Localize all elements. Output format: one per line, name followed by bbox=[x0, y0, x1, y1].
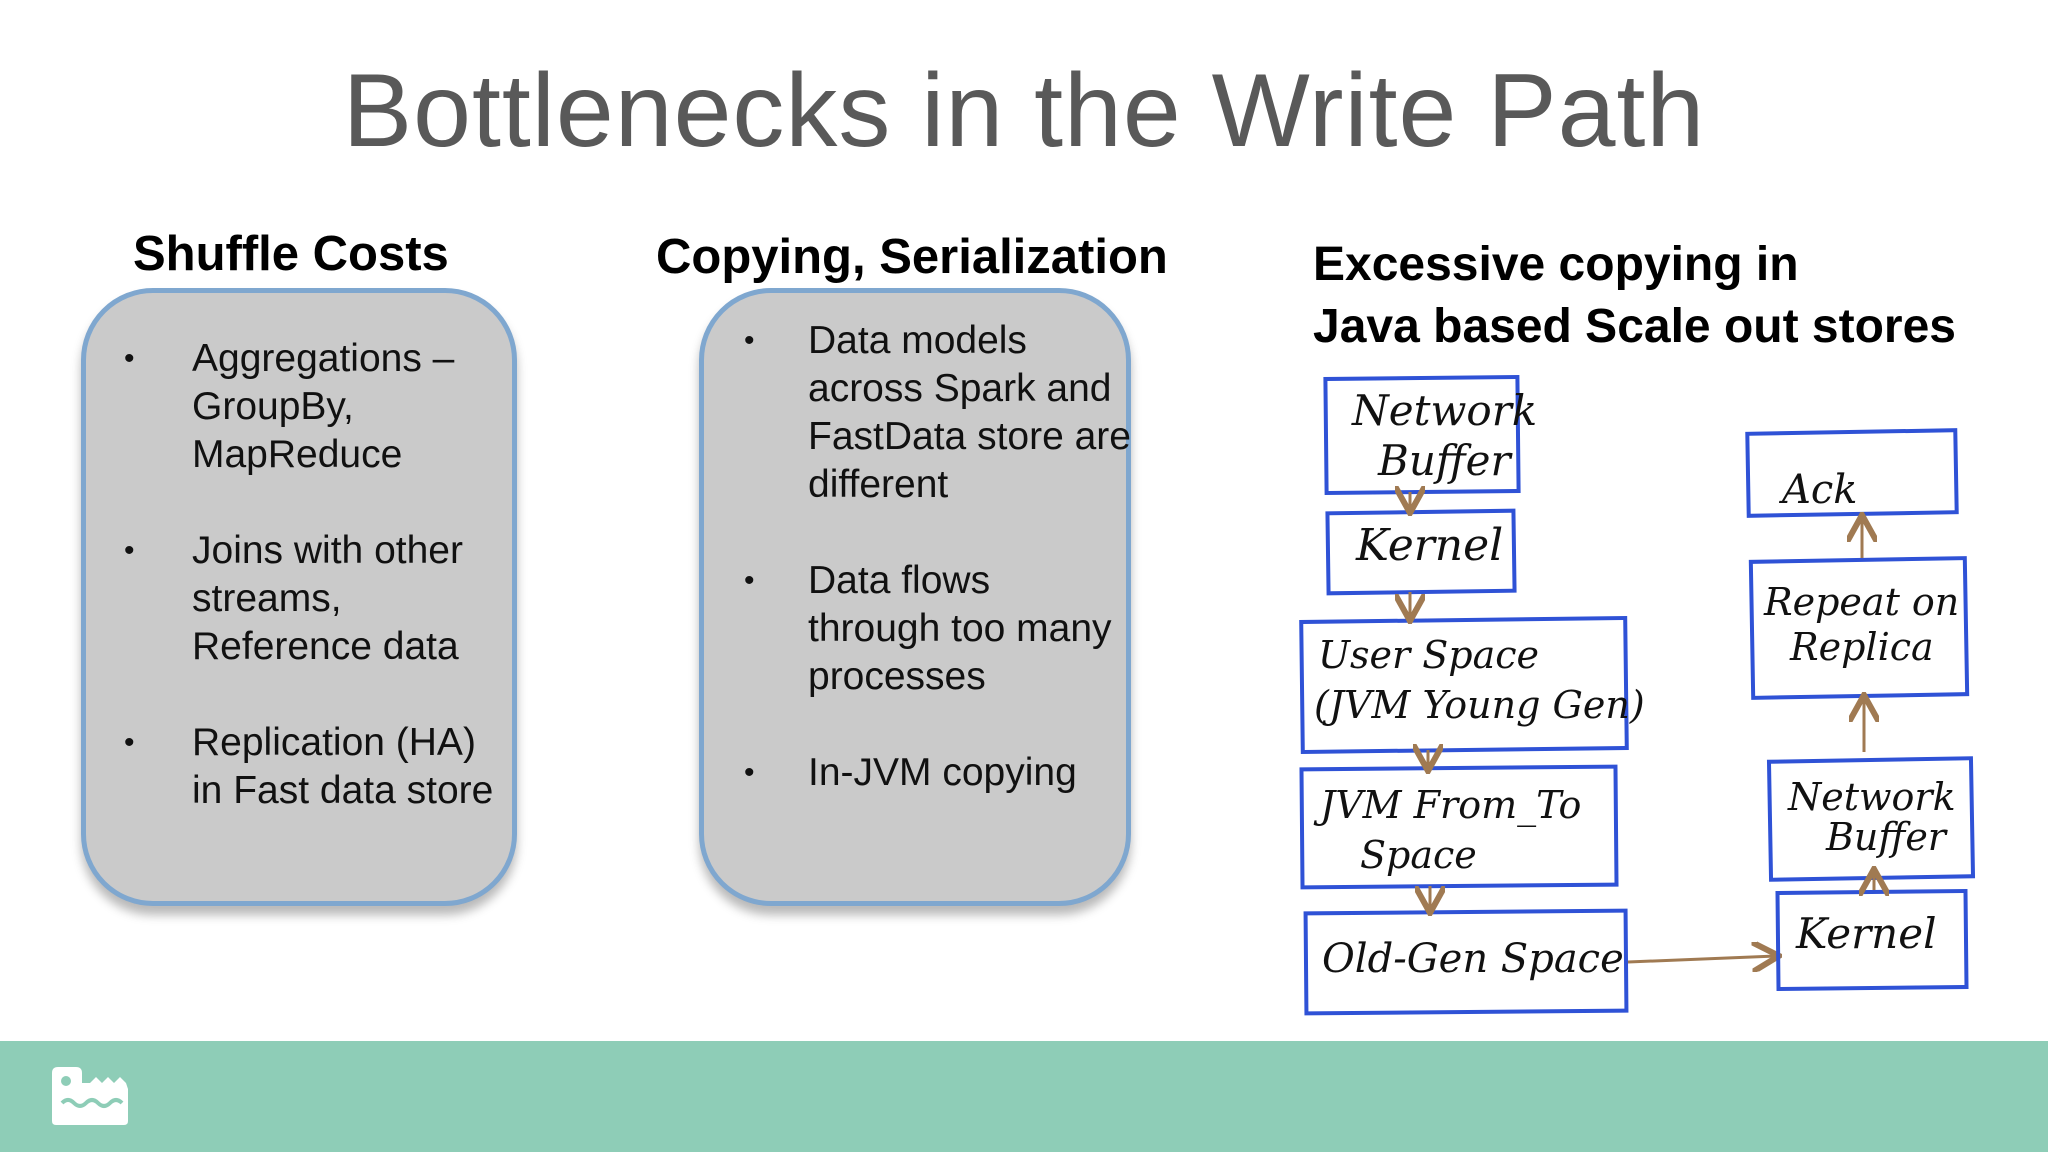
network-buffer-node-right bbox=[1769, 758, 1973, 880]
from-to-space-node bbox=[1301, 767, 1616, 888]
bullet-icon: • bbox=[744, 324, 755, 357]
kernel-node-right bbox=[1778, 891, 1967, 989]
user-space-line1: User Space bbox=[1318, 633, 1540, 677]
from-to-line2: Space bbox=[1360, 833, 1477, 877]
bullet-icon: • bbox=[124, 342, 135, 375]
heading-line: Excessive copying in bbox=[1313, 238, 1799, 291]
from-to-line1: JVM From_To bbox=[1320, 783, 1582, 827]
heading-line: Java based Scale out stores bbox=[1313, 300, 1956, 353]
repeat-on-replica-node bbox=[1751, 558, 1967, 698]
bullet-icon: • bbox=[744, 756, 755, 789]
kernel-label-right: Kernel bbox=[1796, 909, 1937, 958]
repeat-line2: Replica bbox=[1790, 625, 1934, 669]
bullet-icon: • bbox=[124, 534, 135, 567]
list-item: • Data models across Spark and FastData store are different bbox=[744, 319, 1131, 506]
user-space-node bbox=[1301, 618, 1644, 752]
repeat-line1: Repeat on bbox=[1764, 580, 1960, 624]
slide-title: Bottlenecks in the Write Path bbox=[342, 53, 1706, 169]
arrow-oldgen-to-kernel bbox=[1628, 956, 1776, 962]
bullet-icon: • bbox=[744, 564, 755, 597]
network-buffer-line1: Network bbox=[1352, 386, 1538, 435]
list-item: • In-JVM copying bbox=[704, 749, 1132, 797]
copying-serialization-heading: Copying, Serialization bbox=[656, 230, 1168, 284]
network-buffer-node bbox=[1325, 377, 1537, 493]
old-gen-label: Old-Gen Space bbox=[1322, 936, 1624, 982]
network-buffer-line2: Buffer bbox=[1378, 436, 1511, 485]
bullet-icon: • bbox=[124, 726, 135, 759]
kernel-label-left: Kernel bbox=[1356, 520, 1504, 571]
kernel-node-left bbox=[1327, 511, 1514, 594]
list-item: • Joins with other streams, Reference data bbox=[124, 529, 463, 668]
ack-label: Ack bbox=[1782, 467, 1858, 513]
footer-bar bbox=[0, 1041, 2048, 1152]
list-item: • Aggregations – GroupBy, MapReduce bbox=[124, 337, 455, 476]
snappydata-logo-icon bbox=[48, 1063, 132, 1132]
shuffle-costs-heading: Shuffle Costs bbox=[133, 227, 449, 281]
network-buffer-right-line2: Buffer bbox=[1826, 815, 1946, 859]
list-item: • Replication (HA) in Fast data store bbox=[124, 721, 494, 812]
user-space-line2: (JVM Young Gen) bbox=[1314, 683, 1645, 727]
old-gen-space-node bbox=[1306, 911, 1627, 1014]
list-item: • Data flows through too many processes bbox=[744, 559, 1112, 698]
network-buffer-right-line1: Network bbox=[1788, 775, 1956, 819]
ack-node bbox=[1747, 430, 1956, 516]
